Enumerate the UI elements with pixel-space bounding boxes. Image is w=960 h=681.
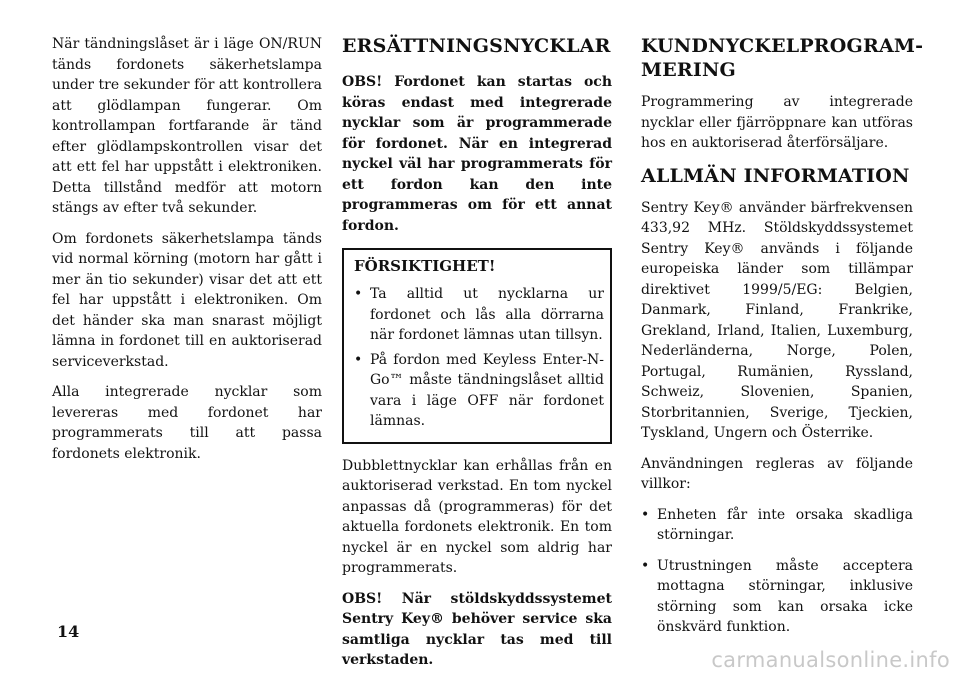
paragraph-sentry-key-frequency: Sentry Key® använder bärfrekvensen 433,92 MHz. Stöldskyddssystemet Sentry Key® används i följande europeiska länder som tillämpar direktivet 1999/5/EG: Belgien, Danmark, Finland, Frankrike, Grekland, Irland, Italien, Luxemburg, Nederländerna, Norge, Polen, Portugal, Rumänien, Ryssland, Schweiz, Slovenien, Spanien, Storbritannien, Sverige, Tjeckien, Tyskland, Ungern och Österrike. bbox=[641, 199, 913, 441]
paragraph-programming: Programmering av integrerade nycklar eller fjärröppnare kan utföras hos en auktoriserad återförsäljare. bbox=[641, 94, 913, 151]
column-left bbox=[52, 34, 322, 474]
column-right bbox=[641, 34, 924, 648]
page-number: 14 bbox=[57, 622, 80, 641]
column-middle bbox=[342, 34, 612, 681]
paragraph-lamp-while-driving: Om fordonets säkerhetslampa tänds vid normal körning (motorn har gått i mer än tio sekunder) visar det att ett fel har uppstått i elektroniken. Om det händer ska man snarast möjligt lämna in fordonet till en auktoriserad serviceverkstad. bbox=[52, 230, 322, 370]
conditions-list bbox=[641, 505, 913, 638]
heading-replacement-keys: ERSÄTTNINGSNYCKLAR bbox=[342, 35, 611, 57]
caution-item: • På fordon med Keyless Enter-N-Go™ måste tändningslåset alltid vara i läge OFF när fordonet lämnas. bbox=[354, 350, 604, 432]
watermark: carmanualsonline.info bbox=[711, 648, 950, 672]
note-sentry-key-service: OBS! När stöldskyddssystemet Sentry Key® behöver service ska samtliga nycklar tas med till verkstaden. bbox=[342, 590, 612, 668]
condition-item: • Utrustningen måste acceptera mottagna störningar, inklusive störning som kan orsaka icke önskvärd funktion. bbox=[641, 556, 913, 638]
paragraph-integrated-keys: Alla integrerade nycklar som levereras med fordonet har programmerats till att passa fordonets elektronik. bbox=[52, 384, 322, 462]
caution-box bbox=[342, 248, 612, 444]
note-keys-programmed: OBS! Fordonet kan startas och köras endast med integrerade nycklar som är programmerade för fordonet. När en integrerad nyckel väl har programmerats för ett fordon kan den inte programmeras om för ett annat fordon. bbox=[342, 74, 612, 234]
paragraph-conditions-intro: Användningen regleras av följande villkor: bbox=[641, 455, 913, 492]
caution-item: • Ta alltid ut nycklarna ur fordonet och lås alla dörrarna när fordonet lämnas utan tillsyn. bbox=[354, 284, 604, 346]
heading-general-information: ALLMÄN INFORMATION bbox=[641, 164, 910, 187]
caution-title: FÖRSIKTIGHET! bbox=[354, 257, 496, 275]
paragraph-duplicate-keys: Dubblettnycklar kan erhållas från en auktoriserad verkstad. En tom nyckel anpassas då (programmeras) för det aktuella fordonets elektronik. En tom nyckel är en nyckel som aldrig har programmerats. bbox=[342, 457, 612, 576]
condition-item: • Enheten får inte orsaka skadliga störningar. bbox=[641, 505, 913, 546]
caution-list bbox=[354, 284, 604, 432]
heading-customer-key-programming: KUNDNYCKELPROGRAM- MERING bbox=[641, 35, 924, 81]
paragraph-ignition-lamp-check: När tändningslåset är i läge ON/RUN tänds fordonets säkerhetslampa under tre sekunder för att kontrollera att glödlampan fungerar. Om kontrollampan fortfarande är tänd efter glödlampskontrollen visar det att ett fel har uppstått i elektroniken. Detta tillstånd medför att motorn stängs av efter två sekunder. bbox=[52, 36, 322, 216]
